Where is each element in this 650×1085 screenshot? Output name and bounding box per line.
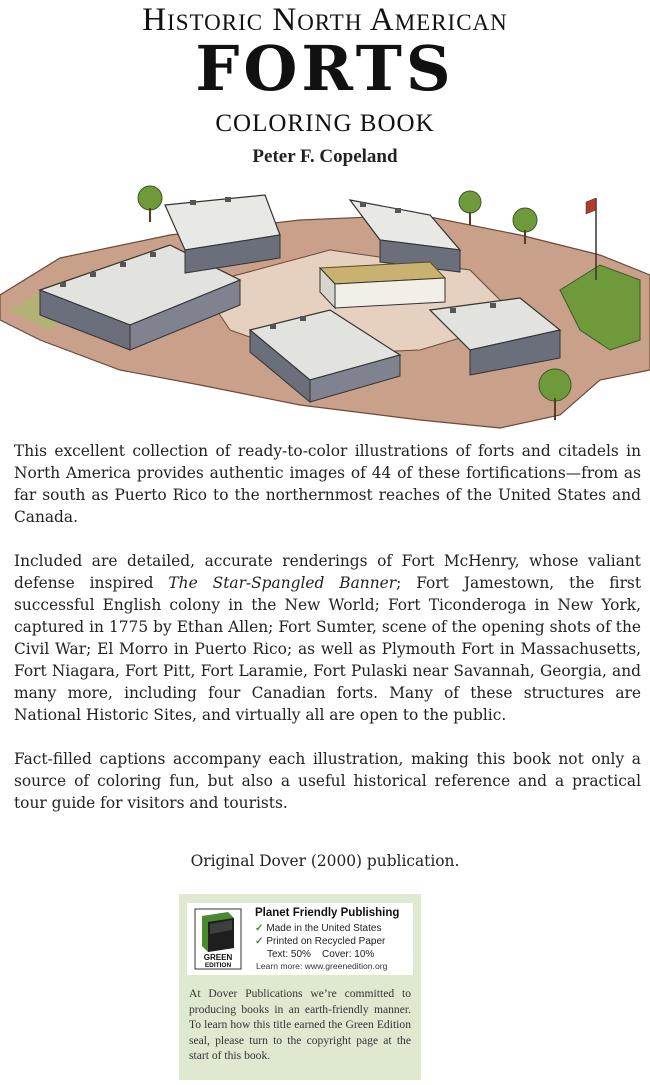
description xyxy=(14,440,641,836)
paragraph-2-end: ; Fort Jamestown, the first successful English colony in the New World; Fort Ticonderoga in New York, captured in 1775 by Ethan Allen; Fort Sumter, scene of the opening shots of the Civil War; El Morro in Puerto Rico; as well as Plymouth Fort in Massachusetts, Fort Niagara, Fort Pitt, Fort Laramie, Fort Pulaski near Savannah, Georgia, and many more, including four Canadian forts. Many of these structures are National Historic Sites, and virtually all are open to the public. xyxy=(14,574,642,724)
star-spangled-banner-title: The Star-Spangled Banner xyxy=(168,574,397,592)
recycled-percent-line xyxy=(267,949,374,960)
flag xyxy=(586,198,596,214)
tree-top-left xyxy=(138,186,162,222)
description-paragraph-3: Fact-filled captions accompany each illustration, making this book not only a source of coloring fun, but also a useful historical reference and a practical tour guide for visitors and tourists. xyxy=(14,750,641,812)
text-percent: Text: 50% xyxy=(267,949,311,960)
publication-note: Original Dover (2000) publication. xyxy=(190,852,460,870)
recycled-paper-line xyxy=(255,936,385,947)
fort-illustration xyxy=(0,180,650,430)
green-edition-heading: Planet Friendly Publishing xyxy=(255,907,400,919)
made-in-us-text: Made in the United States xyxy=(266,923,382,934)
check-icon: ✓ xyxy=(255,936,264,947)
green-edition-caption: At Dover Publications we’re committed to producing books in an earth-friendly manner. To learn how this title earned the Green Edition seal, please turn to the copyright page at the start of this book. xyxy=(189,987,411,1062)
tree-top-center xyxy=(459,191,481,225)
title-line-2: FORTS xyxy=(195,32,455,105)
green-edition-logo xyxy=(194,908,242,970)
green-edition-seal xyxy=(187,903,413,975)
check-icon: ✓ xyxy=(255,923,264,934)
title-line-3: COLORING BOOK xyxy=(215,110,435,137)
logo-text-edition: EDITION xyxy=(204,962,232,969)
paragraph-2-start: Included are detailed, accurate renderings of Fort McHenry, whose valiant defense inspired xyxy=(14,552,641,592)
made-in-us-line xyxy=(255,923,381,934)
title-line-1: Historic North American xyxy=(142,2,508,38)
description-paragraph-1: This excellent collection of ready-to-color illustrations of forts and citadels in North America provides authentic images of 44 of these fortifications—from as far south as Puerto Rico to the northernmost reaches of the United States and Canada. xyxy=(14,442,641,526)
description-paragraph-2 xyxy=(14,550,641,726)
green-edition-panel xyxy=(179,894,421,1080)
author: Peter F. Copeland xyxy=(252,146,398,167)
recycled-paper-text: Printed on Recycled Paper xyxy=(266,936,386,947)
logo-text-green: GREEN xyxy=(203,953,233,962)
learn-more-text: Learn more: www.greenedition.org xyxy=(256,961,388,971)
cover-percent: Cover: 10% xyxy=(322,949,375,960)
